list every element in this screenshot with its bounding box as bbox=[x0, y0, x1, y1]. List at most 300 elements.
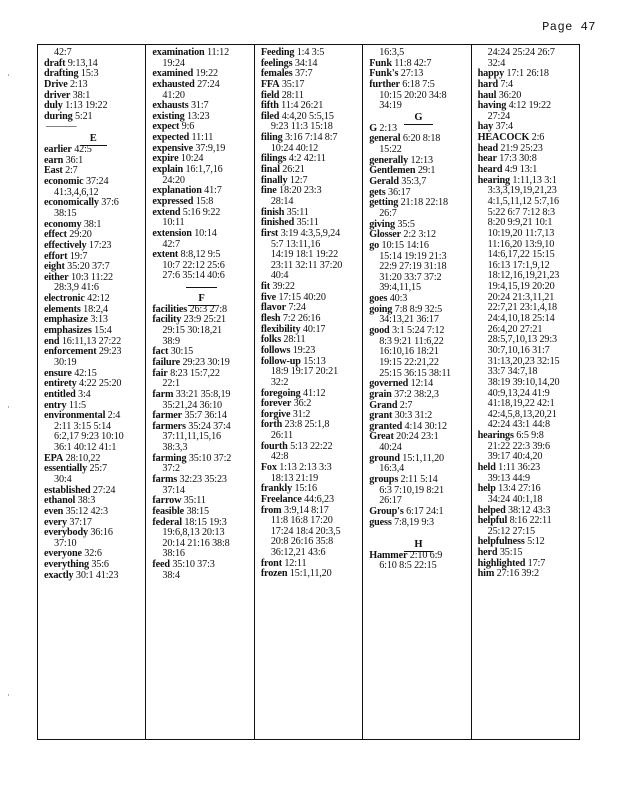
page-line-refs: 13:23 bbox=[187, 110, 210, 122]
index-term: failure bbox=[152, 356, 181, 368]
page-line-refs: 5:22 6:7 7:12 8:3 bbox=[487, 206, 555, 218]
page-line-refs: 10:15 20:20 34:8 bbox=[379, 89, 447, 101]
page-line-refs: 2:2 3:12 bbox=[403, 229, 436, 241]
page-line-refs: 42:12 bbox=[87, 293, 110, 305]
page-line-refs: 38:15 bbox=[186, 505, 209, 517]
index-term: examination bbox=[152, 47, 205, 58]
index-term: general bbox=[369, 133, 401, 145]
index-term: Gentlemen bbox=[369, 165, 416, 177]
index-column-4 bbox=[363, 45, 471, 739]
page-line-refs: 9:13,14 bbox=[67, 57, 98, 69]
page-line-refs: 38:1 bbox=[83, 218, 102, 230]
page-line-refs: 35:7 36:14 bbox=[184, 410, 227, 422]
index-term: either bbox=[44, 271, 69, 283]
page-line-refs: 36:1 40:12 41:1 bbox=[54, 442, 117, 454]
page-line-refs: 15:3 bbox=[80, 68, 99, 80]
page-line-refs: 37:11,11,15,16 bbox=[162, 431, 221, 443]
index-term: farmers bbox=[152, 420, 186, 432]
index-column-3 bbox=[255, 45, 363, 739]
page-line-refs: 2:7 bbox=[399, 399, 413, 411]
page-line-refs: 9:6 bbox=[181, 121, 195, 133]
index-term: flexibility bbox=[260, 323, 301, 335]
page-line-refs: 26:3 27:8 bbox=[189, 303, 227, 315]
page-line-refs: 16:13 17:1,9,12 bbox=[487, 259, 550, 271]
page-line-refs: 38:4 bbox=[162, 569, 180, 581]
index-entry bbox=[44, 571, 142, 582]
index-term: folks bbox=[260, 334, 282, 346]
index-term: existing bbox=[152, 110, 185, 122]
index-term: herd bbox=[477, 547, 498, 559]
index-term: expressed bbox=[152, 195, 194, 207]
index-continuation bbox=[369, 101, 467, 112]
page-line-refs: 7:2 26:16 bbox=[282, 313, 321, 325]
index-term: fair bbox=[152, 367, 168, 379]
index-term: drafting bbox=[44, 68, 79, 80]
page-line-refs: 36:16 bbox=[90, 527, 113, 539]
page-line-refs: 10:7 22:12 25:6 bbox=[162, 259, 225, 271]
page-line-refs: 18:12,16,19,21,23 bbox=[487, 270, 560, 282]
index-term: helped bbox=[477, 504, 506, 516]
page-line-refs: 16:3,4 bbox=[379, 463, 405, 475]
page-line-refs: 18:20 23:3 bbox=[279, 185, 322, 197]
index-term: established bbox=[44, 484, 91, 496]
index-term: haul bbox=[477, 89, 497, 101]
page-line-refs: 37:2 38:2,3 bbox=[394, 388, 439, 400]
index-term: flavor bbox=[260, 302, 286, 314]
page-line-refs: 1:11 36:23 bbox=[498, 461, 541, 473]
page-line-refs: 3:13 bbox=[90, 314, 108, 326]
index-term: filed bbox=[260, 110, 280, 122]
index-term: economically bbox=[44, 197, 99, 209]
index-term: effect bbox=[44, 229, 67, 241]
page-line-refs: 35:11 bbox=[296, 217, 319, 229]
index-term: Glosser bbox=[369, 229, 401, 241]
page-line-refs: 11:12 bbox=[206, 47, 230, 58]
page-line-refs: 15:1,11,20 bbox=[402, 452, 444, 464]
index-term: even bbox=[44, 505, 64, 517]
page-line-refs: 41:7 bbox=[204, 185, 222, 197]
page-line-refs: 38:9 bbox=[162, 335, 180, 347]
index-term: forever bbox=[260, 398, 292, 410]
index-term: during bbox=[44, 110, 73, 122]
page-line-refs: 41:20 bbox=[162, 89, 185, 101]
page-line-refs: 27:6 35:14 40:6 bbox=[162, 270, 225, 282]
page-line-refs: 27:24 bbox=[92, 484, 116, 496]
page-line-refs: 15:16 bbox=[294, 483, 317, 495]
index-term: Great bbox=[369, 431, 394, 443]
index-term: forth bbox=[260, 419, 283, 431]
page-line-refs: 4:9 13:1 bbox=[504, 164, 538, 176]
index-term: entirety bbox=[44, 378, 77, 390]
page-line-refs: 3:16 7:14 8:7 bbox=[284, 132, 338, 144]
index-term: Drive bbox=[44, 78, 68, 90]
index-term: guess bbox=[369, 516, 392, 528]
page-line-refs: 15:14 19:19 21:3 bbox=[379, 250, 447, 262]
page-line-refs: 42:15 bbox=[74, 367, 97, 379]
page-line-refs: 35:17 bbox=[281, 78, 305, 90]
section-letter-text: H bbox=[404, 539, 432, 552]
index-term: foregoing bbox=[260, 387, 301, 399]
page-line-refs: 34:13,21 36:17 bbox=[379, 314, 439, 326]
index-term: draft bbox=[44, 57, 66, 69]
index-term: G bbox=[369, 122, 377, 134]
index-entry bbox=[261, 569, 359, 580]
index-column-1 bbox=[38, 45, 146, 739]
index-term: explanation bbox=[152, 185, 202, 197]
page-line-refs: 29:1 bbox=[417, 165, 436, 177]
page-line-refs: 11:8 16:8 17:20 bbox=[270, 515, 333, 527]
page-line-refs: 20:8 26:16 35:8 bbox=[270, 536, 334, 548]
index-term: granted bbox=[369, 420, 403, 432]
page-line-refs: 26:11 bbox=[270, 430, 293, 442]
page-line-refs: 24:20 bbox=[162, 174, 185, 186]
page-line-refs: 39:4,11,15 bbox=[379, 282, 421, 294]
page-line-refs: 36:1 bbox=[65, 154, 84, 166]
page-line-refs: 6:17 24:1 bbox=[406, 505, 444, 517]
page-line-refs: 18:13 21:19 bbox=[270, 472, 319, 484]
index-term: end bbox=[44, 335, 60, 347]
page-line-refs: 22:7,21 23:1,4,18 bbox=[487, 302, 557, 314]
page-line-refs: 25:12 27:15 bbox=[487, 525, 535, 537]
page-line-refs: 35:12 42:3 bbox=[65, 505, 108, 517]
index-term: Freelance bbox=[260, 493, 302, 505]
page-line-refs: 36:20 bbox=[498, 89, 522, 101]
page-line-refs: 35:21,24 36:10 bbox=[162, 399, 222, 411]
page-line-refs: 19:22 bbox=[195, 68, 218, 80]
page-line-refs: 40:3 bbox=[389, 293, 408, 305]
index-term: go bbox=[369, 239, 380, 251]
page-line-refs: 1:13 2:13 3:3 bbox=[279, 461, 332, 473]
page-line-refs: 15:1,11,20 bbox=[289, 568, 332, 580]
index-term: hearing bbox=[477, 174, 510, 186]
page-line-refs: 27:24 bbox=[197, 78, 220, 90]
page-line-refs: 6:5 9:8 bbox=[516, 430, 544, 442]
page-line-refs: 35:11 bbox=[183, 495, 206, 507]
index-term: frankly bbox=[260, 483, 293, 495]
page-line-refs: 5:13 22:22 bbox=[290, 440, 333, 452]
page-line-refs: 6:10 8:5 22:15 bbox=[379, 560, 437, 572]
page-line-refs: 38:12 43:3 bbox=[508, 504, 551, 516]
page-line-refs: 11:5 bbox=[68, 399, 86, 411]
page-line-refs: 13:4 27:16 bbox=[498, 483, 541, 495]
index-term: going bbox=[369, 303, 393, 315]
index-term: field bbox=[260, 89, 280, 101]
page-line-refs: 16:3,5 bbox=[379, 47, 405, 58]
page-line-refs: 2:10 6:9 bbox=[409, 549, 443, 561]
page-line-refs: 5:21 bbox=[74, 110, 93, 122]
page-line-refs: 37:6 bbox=[101, 197, 119, 209]
index-term: expected bbox=[152, 132, 190, 144]
index-term: final bbox=[260, 164, 280, 176]
index-term: first bbox=[260, 227, 279, 239]
page-line-refs: 40:4 bbox=[270, 270, 289, 282]
page-line-refs: 19:7 bbox=[69, 250, 88, 262]
page-line-refs: 26:17 bbox=[379, 495, 402, 507]
index-term: gets bbox=[369, 186, 386, 198]
page-line-refs: 3:9,14 8:17 bbox=[283, 504, 329, 516]
page-line-refs: 28:10,22 bbox=[65, 452, 101, 464]
index-term: elements bbox=[44, 303, 81, 315]
index-term: fit bbox=[260, 281, 270, 293]
page-line-refs: 34:19 bbox=[379, 100, 402, 112]
page-line-refs: 17:24 18:4 20:3,5 bbox=[270, 525, 341, 537]
page-line-refs: 30:15 bbox=[170, 346, 194, 358]
page-line-refs: 16:11,13 27:22 bbox=[61, 335, 122, 347]
page-line-refs: 3:4 bbox=[78, 388, 91, 400]
index-term: fifth bbox=[260, 100, 279, 112]
page-line-refs: 30:1 41:23 bbox=[75, 569, 119, 581]
index-entry bbox=[369, 518, 467, 529]
page-line-refs: 30:19 bbox=[54, 356, 77, 368]
page-line-refs: 19:15 22:21,22 bbox=[379, 356, 439, 368]
index-term: grant bbox=[369, 410, 393, 422]
index-term: enforcement bbox=[44, 346, 97, 358]
page-line-refs: 20:24 21:3,11,21 bbox=[487, 291, 555, 303]
page-line-refs: 2:13 bbox=[379, 122, 397, 134]
index-term: governed bbox=[369, 378, 409, 390]
hole-punch-mark: · bbox=[7, 690, 10, 700]
page-line-refs: 32:6 bbox=[84, 548, 102, 560]
index-term: held bbox=[477, 461, 496, 473]
index-term: driver bbox=[44, 89, 71, 101]
page-line-refs: 23:9 25:21 bbox=[183, 314, 226, 326]
page-line-refs: 7:24 bbox=[288, 302, 306, 314]
page-line-refs: 26:4,20 27:21 bbox=[487, 323, 543, 335]
index-term: fourth bbox=[260, 440, 288, 452]
page-line-refs: 5:7 13:11,16 bbox=[270, 238, 321, 250]
page-line-refs: 32:23 35:23 bbox=[179, 473, 227, 485]
page-line-refs: 32:2 bbox=[270, 376, 289, 388]
index-term: hear bbox=[477, 153, 497, 165]
page-line-refs: 22:1 bbox=[162, 378, 180, 390]
index-term: everything bbox=[44, 559, 89, 571]
page-line-refs: 4:14 30:12 bbox=[404, 420, 447, 432]
page-line-refs: 9:23 11:3 15:18 bbox=[270, 121, 333, 133]
page-line-refs: 3:3,3,19,19,21,23 bbox=[487, 185, 557, 197]
index-term: filings bbox=[260, 153, 287, 165]
index-term: emphasize bbox=[44, 314, 88, 326]
index-term: fine bbox=[260, 185, 277, 197]
index-term: effectively bbox=[44, 239, 87, 251]
index-term: farm bbox=[152, 388, 174, 400]
page-line-refs: 39:13 44:9 bbox=[487, 472, 530, 484]
page-line-refs: 42:24 43:1 44:8 bbox=[487, 419, 550, 431]
page-line-refs: 35:5 bbox=[397, 218, 415, 230]
hole-punch-mark: · bbox=[7, 70, 10, 80]
page-line-refs: 5:12 bbox=[527, 536, 545, 548]
page-line-refs: 42:4,5,8,13,20,21 bbox=[487, 408, 557, 420]
page-line-refs: 11:4 26:21 bbox=[281, 100, 324, 112]
page-line-refs: 34:14 bbox=[294, 57, 318, 69]
page-line-refs: 29:15 30:18,21 bbox=[162, 325, 222, 337]
index-term: forgive bbox=[260, 408, 291, 420]
index-term: helpful bbox=[477, 515, 508, 527]
page-line-refs: 2:6 bbox=[531, 132, 545, 144]
page-line-refs: 36:2 bbox=[293, 398, 312, 410]
index-continuation bbox=[152, 271, 250, 282]
index-term: finally bbox=[260, 174, 288, 186]
page-line-refs: 38:16 bbox=[162, 548, 185, 560]
index-term: extend bbox=[152, 206, 181, 218]
page-line-refs: 42:8 bbox=[270, 451, 289, 463]
page-line-refs: 8:23 15:7,22 bbox=[170, 367, 220, 379]
index-term: economic bbox=[44, 176, 84, 188]
index-term: EPA bbox=[44, 452, 64, 464]
index-term: groups bbox=[369, 473, 399, 485]
index-term: facility bbox=[152, 314, 182, 326]
section-letter-text: F bbox=[188, 293, 214, 306]
index-term: Gerald bbox=[369, 176, 399, 188]
page-line-refs: 24:4,10,18 25:14 bbox=[487, 313, 555, 325]
page-line-refs: 19:23 bbox=[292, 344, 316, 356]
page-line-refs: 2:11 5:14 bbox=[400, 473, 438, 485]
page-line-refs: 21:18 22:18 bbox=[400, 197, 448, 209]
index-term: FFA bbox=[260, 78, 280, 90]
index-column-5 bbox=[472, 45, 579, 739]
index-continuation bbox=[152, 571, 250, 582]
index-term: follows bbox=[260, 344, 291, 356]
page-line-refs: 27:13 bbox=[400, 68, 424, 80]
page-line-refs: 37:24 bbox=[85, 176, 109, 188]
index-term: Fox bbox=[260, 461, 277, 473]
page-line-refs: 14:6,17,22 15:15 bbox=[487, 249, 555, 261]
page-line-refs: 39:22 bbox=[272, 281, 295, 293]
index-term: eight bbox=[44, 261, 65, 273]
page-number: Page 47 bbox=[542, 20, 596, 34]
page-line-refs: 8:8,12 9:5 bbox=[180, 249, 221, 261]
page-line-refs: 37:17 bbox=[69, 516, 92, 528]
index-term: expensive bbox=[152, 142, 193, 154]
index-term: finished bbox=[260, 217, 295, 229]
index-term: examined bbox=[152, 68, 194, 80]
section-letter-text: G bbox=[404, 112, 432, 125]
page-line-refs: 20:24 23:1 bbox=[396, 431, 439, 443]
page-line-refs: 26:21 bbox=[282, 164, 305, 176]
page-line-refs: 6:18 7:5 bbox=[402, 78, 435, 90]
page-line-refs: 27:16 39:2 bbox=[496, 568, 539, 580]
page-line-refs: 28:11 bbox=[283, 334, 306, 346]
section-letter-text: E bbox=[80, 133, 107, 146]
page-line-refs: 37:7 bbox=[294, 68, 313, 80]
page-line-refs: 6:20 8:18 bbox=[402, 133, 441, 145]
page-line-refs: 15:4 bbox=[94, 325, 112, 337]
index-term: East bbox=[44, 165, 63, 177]
page-line-refs: 41:12 bbox=[303, 387, 326, 399]
index-term: exhausted bbox=[152, 78, 195, 90]
page-line-refs: 33:7 34:7,18 bbox=[487, 366, 538, 378]
index-term: entry bbox=[44, 399, 67, 411]
index-term: highlighted bbox=[477, 557, 526, 569]
page-line-refs: 4:1,5,11,12 5:7,16 bbox=[487, 195, 559, 207]
index-term: filing bbox=[260, 132, 283, 144]
index-term: feasible bbox=[152, 505, 185, 517]
index-term: earlier bbox=[44, 144, 72, 156]
index-term: exhausts bbox=[152, 100, 189, 112]
index-term: farmer bbox=[152, 410, 183, 422]
index-term: Hammer bbox=[369, 549, 408, 561]
page-line-refs: 4:12 19:22 bbox=[508, 100, 551, 112]
index-term: helpfulness bbox=[477, 536, 525, 548]
page-line-refs: 18:9 19:17 20:21 bbox=[270, 366, 339, 378]
index-term: farming bbox=[152, 452, 187, 464]
page-line-refs: 31:13,20,23 32:15 bbox=[487, 355, 560, 367]
page-line-refs: 39:17 40:4,20 bbox=[487, 451, 543, 463]
index-term: farms bbox=[152, 473, 178, 485]
page-line-refs: 35:3,7 bbox=[401, 176, 427, 188]
index-term: getting bbox=[369, 197, 399, 209]
page-line-refs: 15:13 bbox=[303, 355, 326, 367]
index-term: hay bbox=[477, 121, 494, 133]
page-line-refs: 37:9,19 bbox=[195, 142, 226, 154]
page-line-refs: 38:3,3 bbox=[162, 442, 188, 454]
index-term: essentially bbox=[44, 463, 88, 475]
index-term: finish bbox=[260, 206, 285, 218]
page-line-refs: 22:9 27:19 31:18 bbox=[379, 261, 447, 273]
page-line-refs: 14:19 18:1 19:22 bbox=[270, 249, 339, 261]
page-line-refs: 10:15 14:16 bbox=[381, 239, 429, 251]
page-line-refs: 33:21 35:8,19 bbox=[175, 388, 231, 400]
index-term: feed bbox=[152, 559, 170, 571]
page-line-refs: 1:4 3:5 bbox=[296, 47, 325, 58]
index-entry bbox=[478, 569, 576, 580]
index-term: every bbox=[44, 516, 68, 528]
page-line-refs: 10:14 bbox=[194, 227, 217, 239]
page-line-refs: 12:7 bbox=[289, 174, 308, 186]
page-line-refs: 17:23 bbox=[88, 239, 112, 251]
page-line-refs: 31:20 33:7 37:2 bbox=[379, 271, 442, 283]
index-term: further bbox=[369, 78, 400, 90]
page-line-refs: 35:6 bbox=[91, 559, 109, 571]
page-line-refs: 40:9,13,24 41:9 bbox=[487, 387, 550, 399]
index-term: females bbox=[260, 68, 293, 80]
page-line-refs: 20:14 21:16 38:8 bbox=[162, 537, 230, 549]
page-line-refs: 40:17 bbox=[302, 323, 326, 335]
index-term: generally bbox=[369, 154, 409, 166]
page-line-refs: 44:6,23 bbox=[304, 493, 334, 505]
page-line-refs: 41:18,19,22 42:1 bbox=[487, 398, 555, 410]
page-line-refs: 38:19 39:10,14,20 bbox=[487, 376, 560, 388]
index-term: goes bbox=[369, 293, 388, 305]
page-line-refs: 6:2,17 9:23 10:10 bbox=[54, 431, 124, 443]
index-term: him bbox=[477, 568, 495, 580]
page-line-refs: 11:8 42:7 bbox=[394, 57, 432, 69]
page-line-refs: 27:24 bbox=[487, 110, 511, 122]
page-line-refs: 31:7 bbox=[190, 100, 209, 112]
page-line-refs: 28:14 bbox=[270, 195, 294, 207]
page-line-refs: 31:2 bbox=[292, 408, 311, 420]
index-term: Grand bbox=[369, 399, 398, 411]
index-table bbox=[37, 44, 580, 740]
index-term: ground bbox=[369, 452, 400, 464]
page-line-refs: 19:6,8,13 20:13 bbox=[162, 527, 225, 539]
page-line-refs: 5:16 9:22 bbox=[182, 206, 221, 218]
page-line-refs: 21:22 22:3 39:6 bbox=[487, 440, 550, 452]
index-term: farrow bbox=[152, 495, 182, 507]
index-term: explain bbox=[152, 164, 184, 176]
index-term: from bbox=[260, 504, 282, 516]
index-term: ethanol bbox=[44, 495, 76, 507]
page-line-refs: 41:3,4,6,12 bbox=[54, 186, 99, 198]
page-line-refs: 2:13 bbox=[69, 78, 88, 90]
index-term: duly bbox=[44, 100, 63, 112]
page-line-refs: 17:7 bbox=[527, 557, 546, 569]
page-line-refs: 7:8 8:9 32:5 bbox=[394, 303, 443, 315]
index-term: grain bbox=[369, 388, 392, 400]
page-line-refs: 38:15 bbox=[54, 207, 77, 219]
page-line-refs: 32:4 bbox=[487, 57, 506, 69]
index-term: effort bbox=[44, 250, 68, 262]
page-line-refs: 28:5,7,10,13 29:3 bbox=[487, 334, 557, 346]
